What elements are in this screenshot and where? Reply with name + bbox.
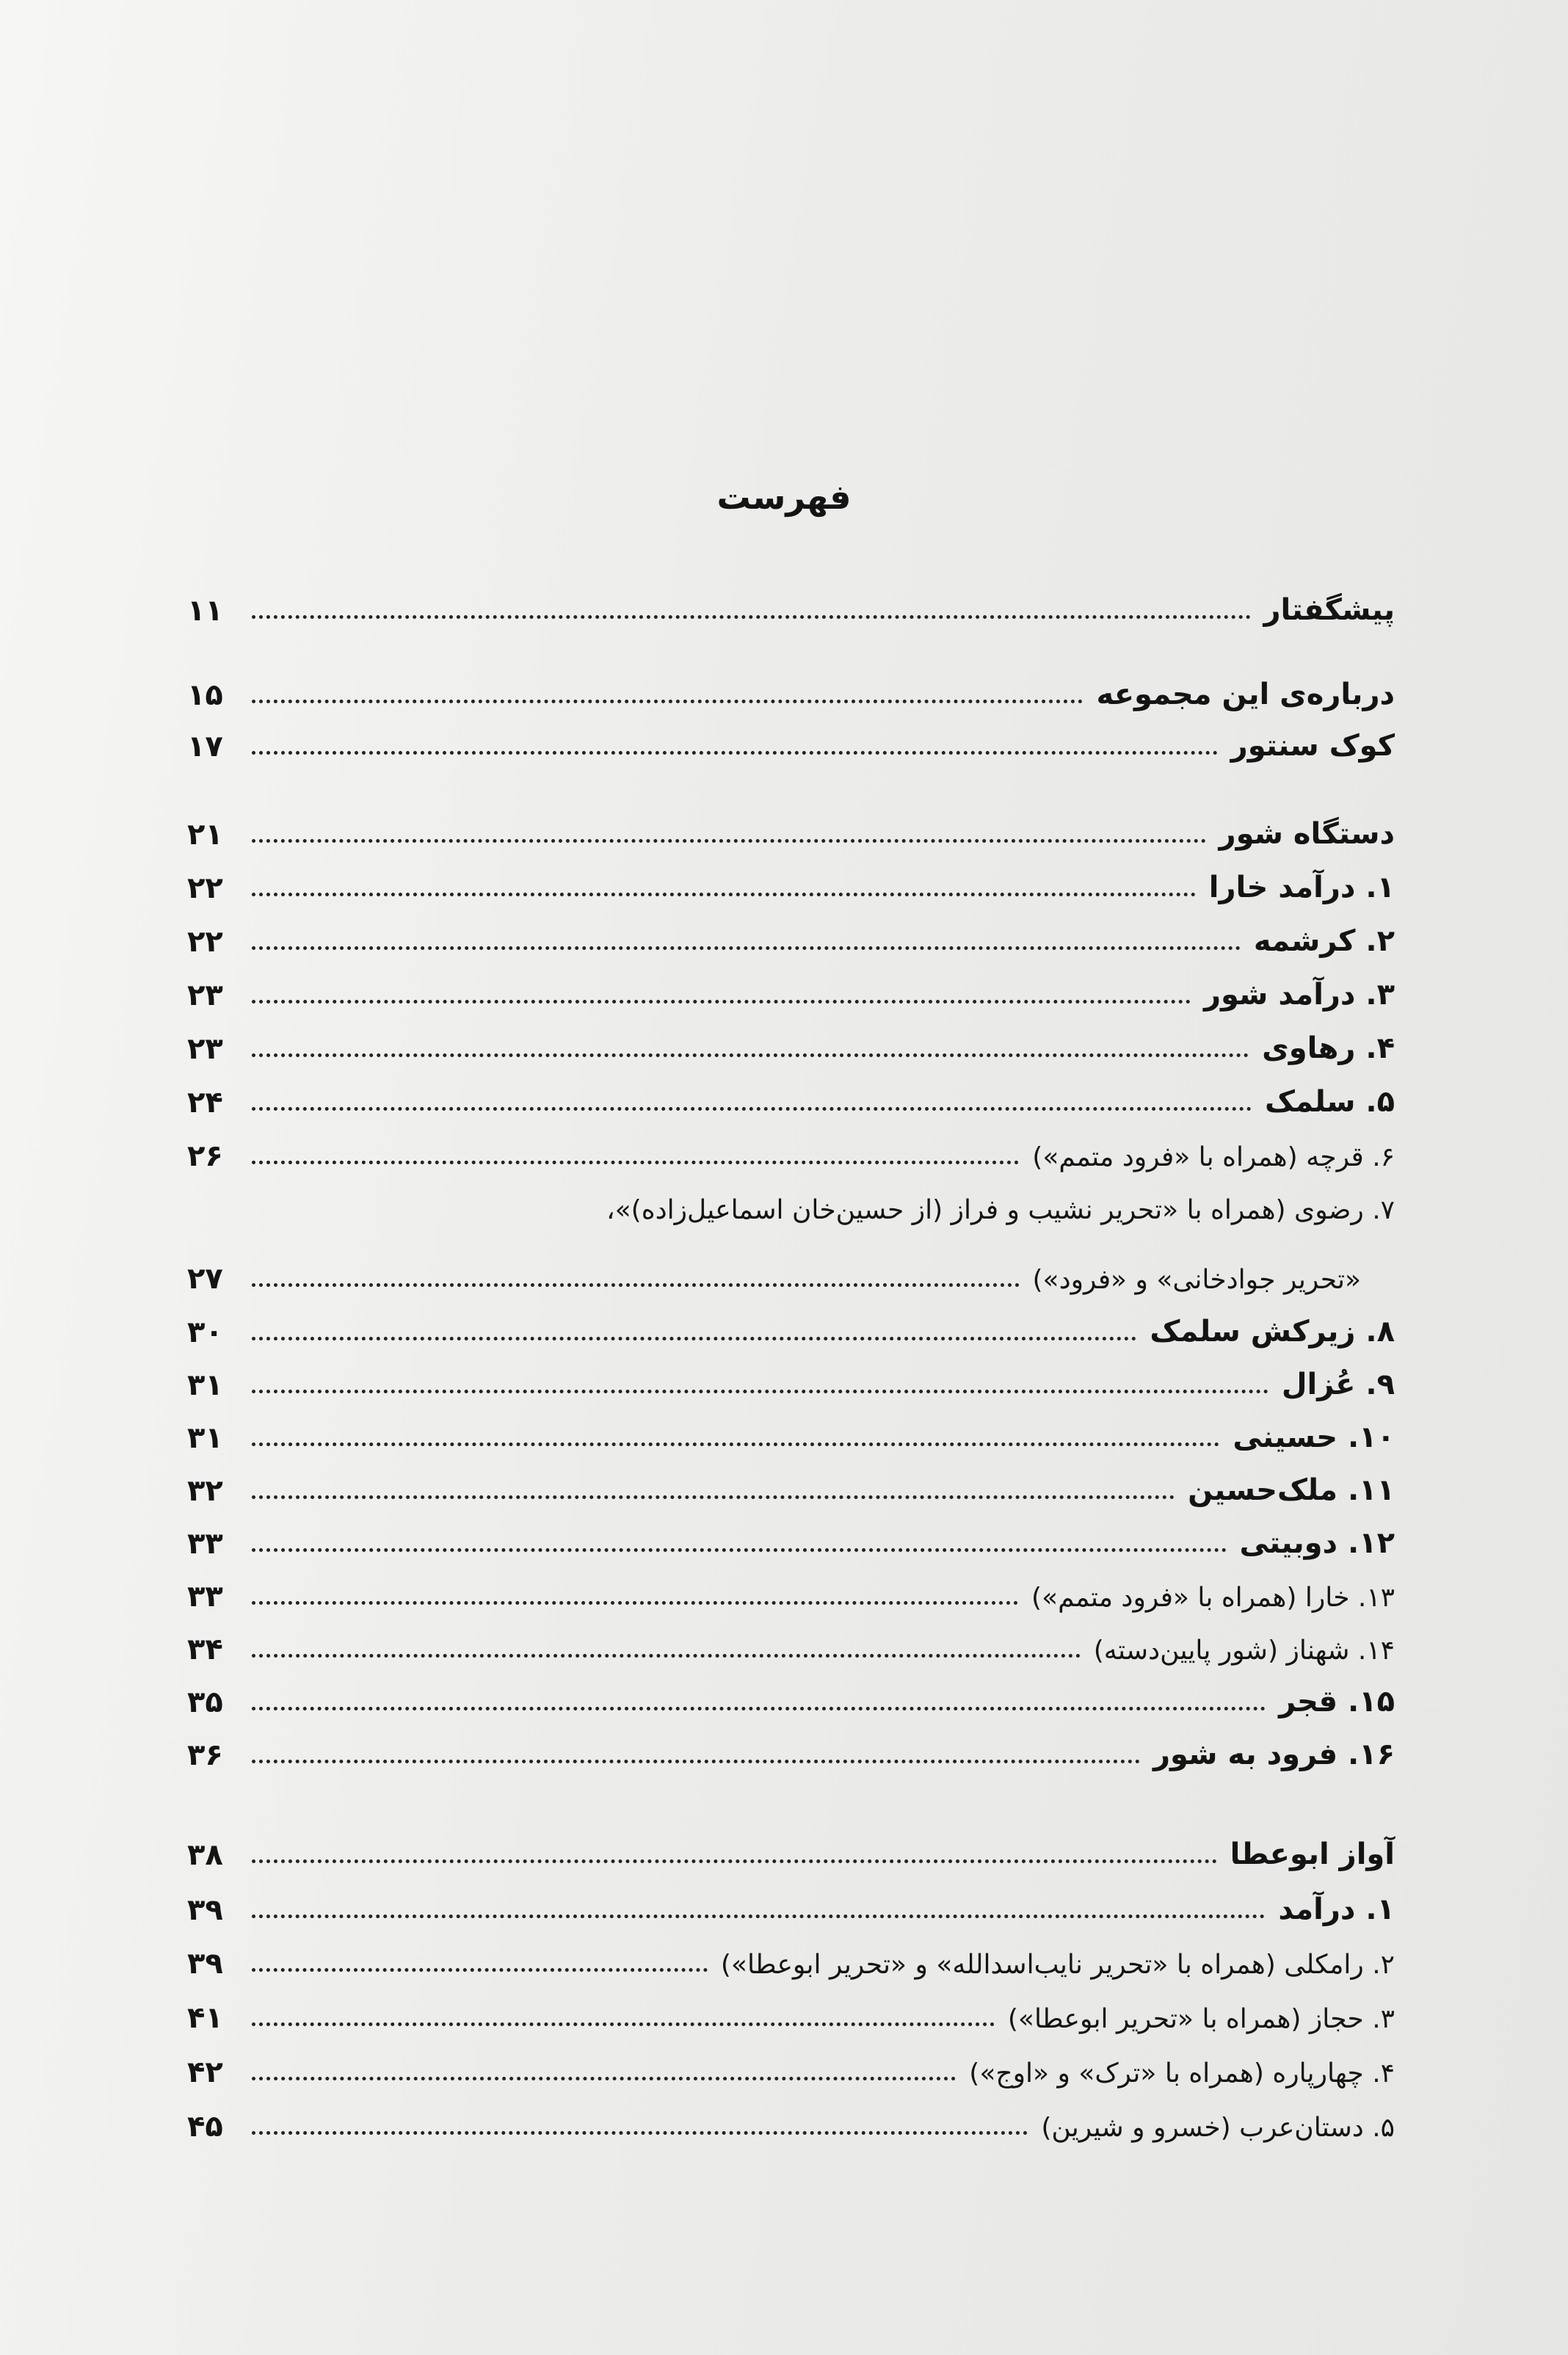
toc-entry: [187, 961, 1395, 1012]
toc-page-number: ۳۴: [187, 1633, 223, 1666]
toc-entry-label: پیشگفتار: [1263, 593, 1395, 627]
toc-entry-label: ۱. درآمد خارا: [1208, 871, 1395, 904]
toc-entry-label: ۱۰. حسینی: [1233, 1420, 1395, 1454]
toc-entry-label: ۴. چهارپاره (همراه با «ترک» و «اوج»): [969, 2058, 1395, 2089]
leader-dots: [252, 1000, 1191, 1004]
toc-entry-label: کوک سنتور: [1230, 729, 1395, 763]
toc-entry: [187, 1562, 1395, 1614]
toc-entry-label: ۱۴. شهناز (شور پایین‌دسته): [1093, 1635, 1395, 1666]
toc-page-number: ۳۸: [187, 1838, 223, 1872]
leader-dots: [252, 1443, 1219, 1446]
toc-page-number: ۲۲: [187, 871, 223, 905]
toc-entry-label: ۴. رهاوی: [1262, 1031, 1395, 1065]
toc-entry: [187, 1509, 1395, 1561]
leader-dots: [252, 700, 1083, 703]
toc-entry-label: ۱۶. فرود به شور: [1153, 1738, 1395, 1771]
leader-dots: [252, 893, 1196, 896]
toc-entry: [187, 2038, 1395, 2089]
toc-page-number: ۱۵: [187, 678, 223, 712]
toc-entry-label: ۱. درآمد: [1278, 1893, 1395, 1926]
toc-page-number: ۳۶: [187, 1738, 223, 1772]
toc-entry: [187, 1068, 1395, 1120]
leader-dots: [252, 1654, 1081, 1658]
toc-entry-label: ۲. رامکلی (همراه با «تحریر نایب‌اسدالله» و «تحریر ابوعطا»): [720, 1949, 1395, 1980]
leader-dots: [252, 1859, 1217, 1863]
toc-entry: [187, 1298, 1395, 1349]
toc-page-number: ۴۵: [187, 2110, 223, 2144]
leader-dots: [252, 946, 1241, 950]
toc-entry: [187, 1929, 1395, 1981]
leader-dots: [252, 1053, 1249, 1057]
toc-entry-label: ۷. رضوی (همراه با «تحریر نشیب و فراز (از حسین‌خان اسماعیل‌زاده)»،: [606, 1194, 1395, 1225]
leader-dots: [252, 1495, 1175, 1499]
leader-dots: [252, 2077, 956, 2080]
toc-entry: [187, 1721, 1395, 1772]
toc-page-number: ۳۱: [187, 1368, 223, 1402]
toc-entry-label: درباره‌ی این مجموعه: [1096, 678, 1395, 711]
toc-entry: [187, 907, 1395, 959]
toc-entry: [187, 1175, 1395, 1226]
toc-entry: [187, 2092, 1395, 2144]
leader-dots: [252, 1548, 1227, 1552]
toc-page-number: ۱۱: [187, 594, 223, 628]
toc-page-number: ۳۹: [187, 1947, 223, 1981]
toc-entry: [187, 800, 1395, 852]
toc-page-number: ۲۳: [187, 979, 223, 1012]
leader-dots: [252, 1760, 1140, 1763]
leader-dots: [252, 1107, 1252, 1111]
toc-entry: [187, 854, 1395, 905]
leader-dots: [252, 1390, 1268, 1393]
toc-entry: [187, 1615, 1395, 1666]
toc-entry-label: ۱۱. ملک‌حسین: [1188, 1473, 1395, 1507]
toc-entry: [187, 576, 1395, 628]
leader-dots: [252, 2131, 1028, 2135]
leader-dots: [252, 1161, 1019, 1164]
toc-entry-label: ۱۵. قجر: [1279, 1685, 1395, 1719]
leader-dots: [252, 1707, 1266, 1710]
toc-page-number: ۲۷: [187, 1262, 223, 1296]
toc-entry-label: ۲. کرشمه: [1253, 924, 1395, 958]
leader-dots: [252, 751, 1218, 755]
toc-page-number: ۲۴: [187, 1086, 223, 1120]
toc-page-number: ۲۱: [187, 818, 223, 852]
leader-dots: [252, 1283, 1020, 1287]
toc-entry-label: ۵. سلمک: [1265, 1085, 1395, 1119]
toc-page-number: ۳۵: [187, 1685, 223, 1719]
toc-entry: [187, 1015, 1395, 1066]
toc-page-number: ۳۹: [187, 1893, 223, 1927]
toc-entry: [187, 1122, 1395, 1173]
toc-entry-label: ۹. عُزال: [1281, 1368, 1395, 1401]
leader-dots: [252, 1601, 1018, 1605]
page-title: فهرست: [716, 477, 852, 517]
toc-entry: [187, 1668, 1395, 1719]
toc-entry-label: آواز ابوعطا: [1230, 1837, 1395, 1871]
leader-dots: [252, 615, 1251, 619]
toc-entry: [187, 1351, 1395, 1402]
toc-page-number: ۲۳: [187, 1032, 223, 1066]
toc-entry: [187, 661, 1395, 712]
toc-entry: [187, 1404, 1395, 1455]
toc-entry-label: ۳. حجاز (همراه با «تحریر ابوعطا»): [1007, 2003, 1395, 2034]
toc-page-number: ۳۰: [187, 1316, 223, 1349]
toc-entry: [187, 1456, 1395, 1508]
toc-page-number: ۴۲: [187, 2055, 223, 2089]
toc-entry: [187, 1876, 1395, 1927]
toc-page-number: ۱۷: [187, 730, 223, 763]
toc-entry: [187, 1821, 1395, 1872]
toc-entry-label: ۱۲. دوبیتی: [1239, 1526, 1395, 1560]
toc-entry: [187, 712, 1395, 763]
toc-entry: [187, 1244, 1395, 1296]
leader-dots: [252, 1915, 1265, 1918]
toc-page-number: ۲۶: [187, 1139, 223, 1173]
leader-dots: [252, 2022, 995, 2026]
toc-page-number: ۳۳: [187, 1527, 223, 1561]
toc-entry-label: ۵. دستان‌عرب (خسرو و شیرین): [1041, 2112, 1395, 2143]
toc-page-number: ۴۱: [187, 2001, 223, 2035]
toc-page-number: ۲۲: [187, 925, 223, 959]
toc-page-number: ۳۳: [187, 1580, 223, 1614]
leader-dots: [252, 839, 1206, 843]
leader-dots: [252, 1968, 708, 1972]
toc-entry-label: ۶. قرچه (همراه با «فرود متمم»): [1032, 1142, 1395, 1172]
toc-entry-label: دستگاه شور: [1219, 817, 1395, 851]
toc-page-number: ۳۲: [187, 1474, 223, 1508]
toc-entry: [187, 1984, 1395, 2035]
toc-entry-label: ۸. زیرکش سلمک: [1150, 1315, 1395, 1349]
toc-entry-label: «تحریر جوادخانی» و «فرود»): [1032, 1264, 1361, 1295]
toc-page-number: ۳۱: [187, 1421, 223, 1455]
leader-dots: [252, 1337, 1136, 1340]
toc-entry-label: ۱۳. خارا (همراه با «فرود متمم»): [1031, 1582, 1395, 1613]
toc-entry-label: ۳. درآمد شور: [1203, 978, 1395, 1012]
